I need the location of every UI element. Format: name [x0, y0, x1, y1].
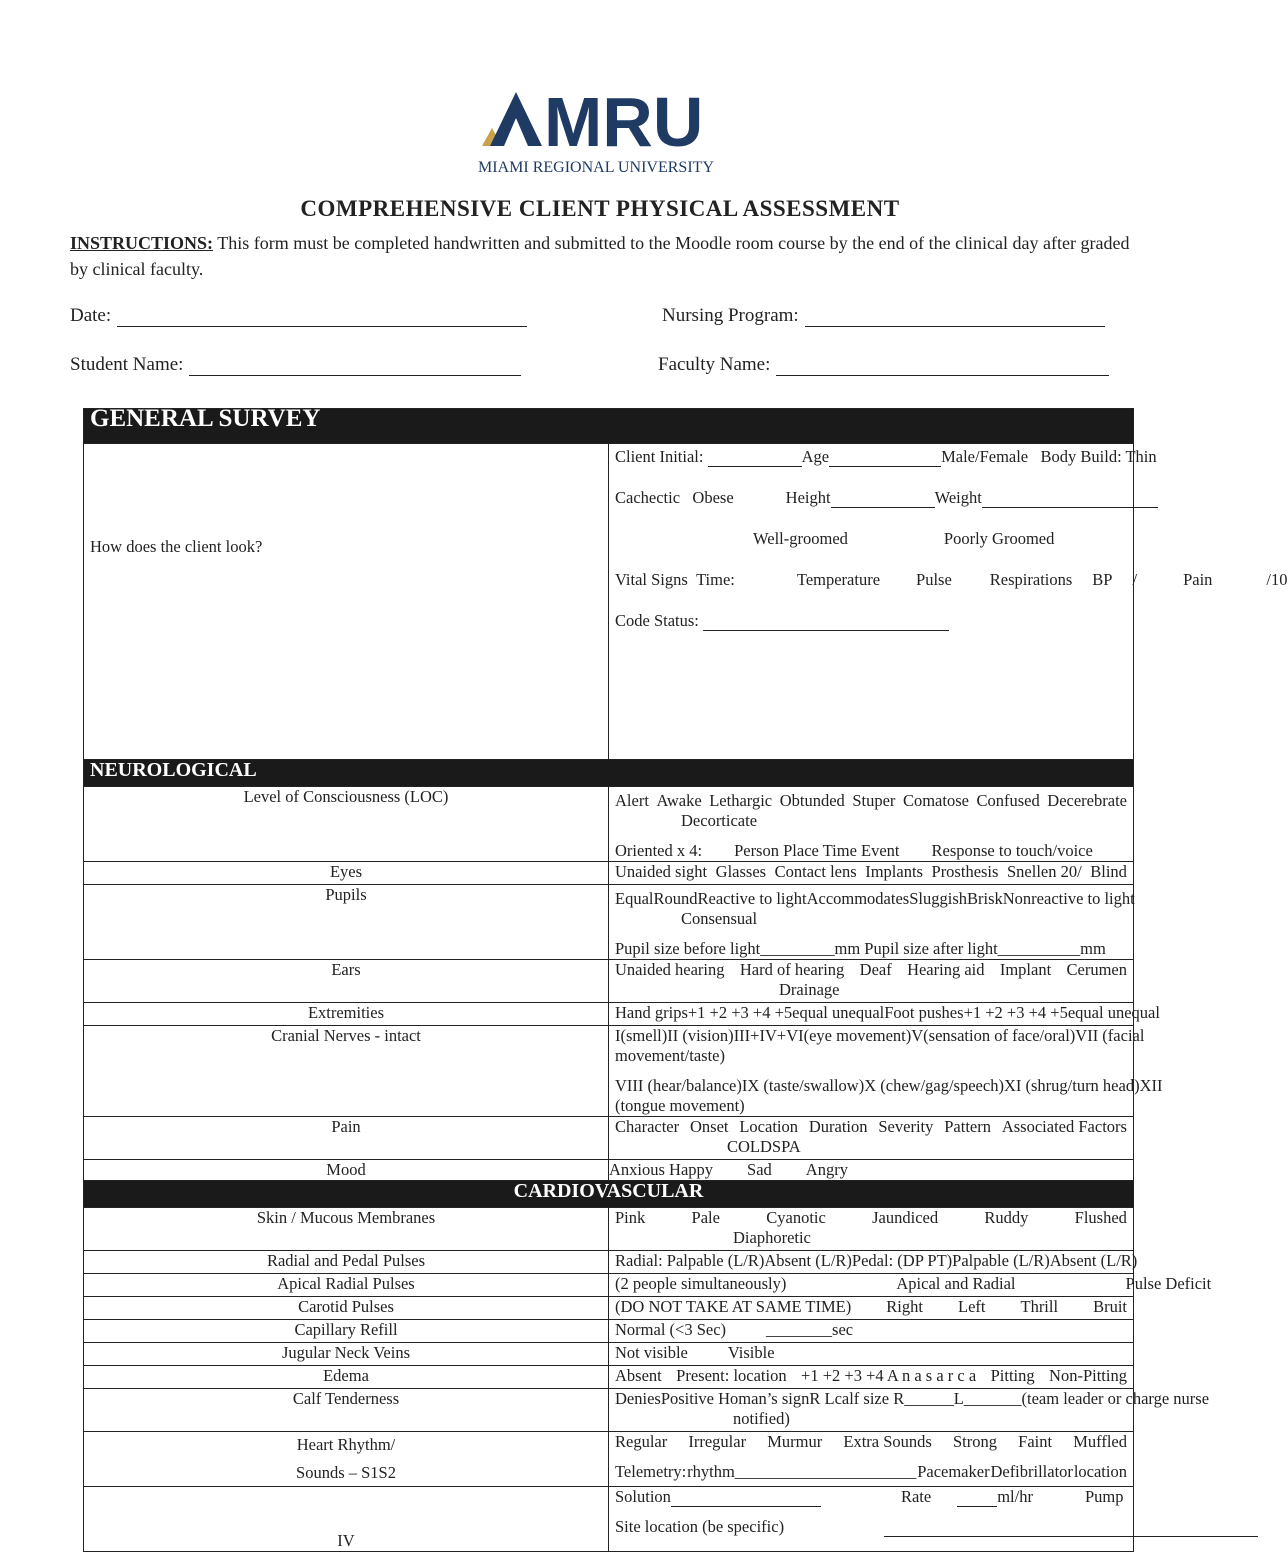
row-label-line: Sounds – S1S2 — [296, 1463, 396, 1482]
option-item[interactable]: Pacemaker — [917, 1462, 990, 1481]
option-line — [615, 1046, 1127, 1066]
option-item[interactable]: Implant — [999, 960, 1052, 979]
option-item[interactable]: +1 +2 +3 +4 +5 — [687, 1003, 793, 1022]
option-item[interactable]: Ruddy — [984, 1208, 1029, 1227]
option-line — [615, 1228, 1127, 1248]
cardio-row — [84, 1343, 1134, 1366]
cardio-row — [84, 1274, 1134, 1297]
option-item[interactable]: VIII (hear/balance) — [615, 1076, 742, 1095]
option-line — [615, 1320, 1127, 1340]
option-item[interactable]: VII (facial — [1075, 1026, 1145, 1045]
option-line — [615, 1117, 1127, 1137]
row-label: Eyes — [84, 862, 609, 885]
option-item[interactable]: Pedal: (DP PT) — [851, 1251, 953, 1270]
neuro-header: NEUROLOGICAL — [84, 760, 1134, 787]
option-item[interactable]: Strong — [952, 1432, 997, 1451]
option-item[interactable]: Normal (<3 Sec) — [615, 1320, 727, 1339]
cardio-row — [84, 1366, 1134, 1389]
option-item[interactable]: Defibrillator — [990, 1462, 1073, 1481]
option-line — [609, 1160, 1127, 1180]
row-label: IV — [84, 1487, 609, 1552]
option-item[interactable]: Equal — [615, 889, 654, 908]
option-item[interactable]: Decorticate — [681, 811, 758, 830]
row-label: Skin / Mucous Membranes — [84, 1208, 609, 1251]
option-item[interactable]: Cerumen — [1066, 960, 1127, 979]
option-item[interactable]: Lethargic — [709, 791, 773, 810]
iv-ml-hr: ml/hr — [997, 1487, 1033, 1506]
cardio-row — [84, 1432, 1134, 1487]
row-label: Calf Tenderness — [84, 1389, 609, 1432]
option-item[interactable]: Visible — [727, 1343, 775, 1362]
option-line — [615, 1274, 1212, 1294]
option-item[interactable]: Comatose — [902, 791, 969, 810]
option-item[interactable]: notified) — [733, 1409, 790, 1428]
option-item[interactable]: Severity — [878, 1117, 934, 1136]
mru-logo — [478, 83, 718, 178]
option-item[interactable]: Absent (L/R) — [764, 1251, 852, 1270]
option-item[interactable]: Location — [739, 1117, 798, 1136]
option-line — [615, 1389, 1210, 1409]
option-item[interactable]: Nonreactive to light — [1002, 889, 1135, 908]
option-line — [615, 1096, 1127, 1116]
option-item[interactable]: Absent (L/R) — [1049, 1251, 1138, 1270]
option-item[interactable]: Right — [886, 1297, 923, 1316]
option-line — [615, 1208, 1127, 1228]
instructions-text: This form must be completed handwritten and submitted to the Moodle room course by the end of the clinical day after graded by clinical faculty. — [70, 233, 1130, 279]
row-label: Capillary Refill — [84, 1320, 609, 1343]
option-item[interactable]: location — [1073, 1462, 1127, 1481]
assessment-table — [83, 405, 1288, 1552]
iv-site: Site location (be specific) — [615, 1517, 785, 1536]
cardio-row — [84, 1251, 1134, 1274]
option-item[interactable]: rhythm______________________ — [687, 1462, 917, 1481]
row-label: Jugular Neck Veins — [84, 1343, 609, 1366]
option-item[interactable]: Anxious Happy — [609, 1160, 714, 1179]
row-label-line: Heart Rhythm/ — [296, 1435, 396, 1454]
option-line — [615, 889, 1135, 909]
option-item[interactable]: Foot pushes — [884, 1003, 964, 1022]
cardio-row — [84, 1389, 1134, 1432]
option-item[interactable]: Hard of hearing — [739, 960, 845, 979]
option-item[interactable]: Apical and Radial — [896, 1274, 1016, 1293]
option-item[interactable]: +1 +2 +3 +4 A n a s a r c a — [801, 1366, 977, 1385]
option-line — [615, 1076, 1163, 1096]
option-item[interactable]: Hand grips — [615, 1003, 688, 1022]
option-item[interactable]: Not visible — [615, 1343, 688, 1362]
iv-solution: Solution — [615, 1487, 671, 1506]
option-item[interactable]: III+IV+VI(eye movement) — [733, 1026, 912, 1045]
option-item[interactable]: Duration — [808, 1117, 868, 1136]
option-item[interactable]: +1 +2 +3 +4 +5 — [963, 1003, 1068, 1022]
option-item[interactable]: Extra Sounds — [843, 1432, 932, 1451]
option-line — [615, 939, 1127, 959]
row-label: Ears — [84, 960, 609, 1003]
option-item[interactable]: Glasses — [715, 862, 767, 881]
gs-line-2: Cachectic Obese Height Weight — [615, 488, 1127, 529]
option-line — [615, 1003, 1160, 1023]
option-item[interactable]: V(sensation of face/oral) — [911, 1026, 1076, 1045]
logo-triangle-navy — [490, 92, 542, 146]
option-item[interactable]: Telemetry: — [615, 1462, 687, 1481]
page-title: COMPREHENSIVE CLIENT PHYSICAL ASSESSMENT — [300, 196, 900, 221]
row-label: Pain — [84, 1117, 609, 1160]
row-label: Radial and Pedal Pulses — [84, 1251, 609, 1274]
faculty-label: Faculty Name: — [658, 354, 771, 375]
row-label: Mood — [84, 1160, 609, 1181]
option-item[interactable]: Brisk — [967, 889, 1003, 908]
option-item[interactable]: Pale — [691, 1208, 720, 1227]
option-item[interactable]: R L — [809, 1389, 835, 1408]
option-item[interactable]: Onset — [689, 1117, 729, 1136]
option-line — [615, 862, 1127, 882]
student-label: Student Name: — [70, 354, 184, 375]
option-item[interactable]: Jaundiced — [872, 1208, 939, 1227]
option-line — [615, 980, 1127, 1000]
option-line — [615, 1409, 1127, 1429]
option-line — [615, 1026, 1145, 1046]
option-item[interactable]: Stuper — [852, 791, 896, 810]
option-item[interactable]: equal unequal — [1067, 1003, 1160, 1022]
program-label: Nursing Program: — [662, 305, 799, 326]
general-survey-header: GENERAL SURVEY — [84, 409, 1134, 444]
option-item[interactable]: Present: location — [676, 1366, 787, 1385]
iv-line-1 — [615, 1487, 1127, 1517]
option-item[interactable]: Palpable (L/R) — [952, 1251, 1050, 1270]
option-item[interactable]: Thrill — [1020, 1297, 1059, 1316]
option-item[interactable]: COLDSPA — [727, 1137, 801, 1156]
option-item[interactable]: (team leader or charge nurse — [1021, 1389, 1210, 1408]
gs-code-status: Code Status: — [615, 611, 1127, 649]
option-item[interactable]: Unaided sight — [615, 862, 708, 881]
option-line — [615, 1137, 1127, 1157]
option-item[interactable]: Consensual — [681, 909, 758, 928]
option-item[interactable]: Diaphoretic — [733, 1228, 811, 1247]
row-label: Carotid Pulses — [84, 1297, 609, 1320]
option-item[interactable]: Round — [653, 889, 698, 908]
option-item[interactable]: Pitting — [990, 1366, 1035, 1385]
neuro-row — [84, 1003, 1134, 1026]
option-item[interactable]: Flushed — [1074, 1208, 1127, 1227]
option-item[interactable]: Drainage — [779, 980, 840, 999]
option-item[interactable]: calf size R______L_______ — [834, 1389, 1022, 1408]
option-item[interactable]: Murmur — [767, 1432, 823, 1451]
row-label: Extremities — [84, 1003, 609, 1026]
option-item[interactable]: Non-Pitting — [1049, 1366, 1127, 1385]
option-item[interactable]: IX (taste/swallow) — [741, 1076, 865, 1095]
option-line — [615, 1366, 1127, 1386]
option-item[interactable]: Cyanotic — [766, 1208, 826, 1227]
logo-subtitle: MIAMI REGIONAL UNIVERSITY — [478, 159, 714, 176]
date-field[interactable] — [70, 305, 527, 327]
option-item[interactable]: (tongue movement) — [615, 1096, 745, 1115]
option-item[interactable]: Pupil size before light_________mm Pupil size after light__________mm — [615, 939, 1106, 958]
option-item[interactable]: II (vision) — [667, 1026, 734, 1045]
option-item[interactable]: movement/taste) — [615, 1046, 725, 1065]
option-line — [615, 791, 1127, 811]
neuro-row — [84, 1160, 1134, 1181]
option-item[interactable]: Angry — [805, 1160, 848, 1179]
date-label: Date: — [70, 305, 112, 326]
option-item[interactable]: (2 people simultaneously) — [615, 1274, 787, 1293]
option-item[interactable]: Blind — [1090, 862, 1127, 881]
option-item[interactable]: Denies — [615, 1389, 661, 1408]
option-line — [615, 1462, 1127, 1482]
option-line — [615, 1432, 1127, 1452]
logo-wordmark: MRU — [544, 83, 704, 161]
neuro-row — [84, 1026, 1134, 1117]
row-label: Cranial Nerves - intact — [84, 1026, 609, 1117]
gs-line-1: Client Initial: Age Male/Female Body Build: Thin — [615, 447, 1157, 466]
option-line — [615, 811, 1127, 831]
cardio-row — [84, 1208, 1134, 1251]
student-field[interactable] — [70, 354, 521, 376]
iv-pump: Pump — [1084, 1487, 1124, 1506]
instructions-label: INSTRUCTIONS: — [70, 233, 214, 253]
option-item[interactable]: Confused — [976, 791, 1040, 810]
option-item[interactable]: Person Place Time Event — [734, 841, 900, 860]
row-label: Level of Consciousness (LOC) — [84, 787, 609, 862]
option-item[interactable]: Character — [615, 1117, 680, 1136]
option-item[interactable]: Contact lens — [774, 862, 857, 881]
neuro-row — [84, 960, 1134, 1003]
option-line — [615, 1343, 1127, 1363]
option-item[interactable]: Alert — [615, 791, 649, 810]
option-item[interactable]: Implants — [865, 862, 923, 881]
option-line — [615, 841, 1127, 861]
option-item[interactable]: Positive Homan’s sign — [660, 1389, 810, 1408]
cardio-row — [84, 1297, 1134, 1320]
option-item[interactable]: equal unequal — [792, 1003, 885, 1022]
option-line — [615, 960, 1127, 980]
option-item[interactable]: Bruit — [1093, 1297, 1127, 1316]
option-item[interactable]: I(smell) — [615, 1026, 668, 1045]
option-item[interactable]: Decerebrate — [1047, 791, 1127, 810]
iv-line-2 — [615, 1517, 1127, 1537]
option-item[interactable]: Regular — [615, 1432, 668, 1451]
row-label — [84, 1432, 609, 1487]
option-item[interactable]: Hearing aid — [907, 960, 985, 979]
neuro-row — [84, 1117, 1134, 1160]
row-label: Edema — [84, 1366, 609, 1389]
faculty-field[interactable] — [658, 354, 1109, 376]
option-item[interactable]: Sad — [747, 1160, 772, 1179]
general-survey-row — [84, 444, 1134, 760]
option-item[interactable]: Pattern — [944, 1117, 991, 1136]
row-label: Pupils — [84, 885, 609, 960]
option-line — [615, 909, 1127, 929]
option-item[interactable]: Accommodates — [806, 889, 910, 908]
option-item[interactable]: Pink — [615, 1208, 646, 1227]
neuro-row — [84, 787, 1134, 862]
general-label: How does the client look? — [84, 444, 609, 760]
option-item[interactable]: Obtunded — [779, 791, 845, 810]
option-line — [615, 1297, 1127, 1317]
cardio-header: CARDIOVASCULAR — [84, 1181, 1134, 1208]
option-item[interactable]: Snellen 20/ — [1007, 862, 1082, 881]
option-item[interactable]: (DO NOT TAKE AT SAME TIME) — [615, 1297, 852, 1316]
program-field[interactable] — [662, 305, 1105, 327]
option-item[interactable]: Left — [957, 1297, 986, 1316]
option-item[interactable]: Oriented x 4: — [615, 841, 703, 860]
option-item[interactable]: XI (shrug/turn head) — [1003, 1076, 1140, 1095]
option-item[interactable]: X (chew/gag/speech) — [864, 1076, 1004, 1095]
gs-vitals-line: Vital Signs Time: Temperature Pulse Respirations BP / Pain /10 — [615, 570, 1288, 589]
option-item[interactable]: Awake — [656, 791, 702, 810]
option-item[interactable]: XII — [1139, 1076, 1163, 1095]
option-item[interactable]: Prosthesis — [931, 862, 999, 881]
option-item[interactable]: Unaided hearing — [615, 960, 725, 979]
cardio-rows — [84, 1208, 1212, 1552]
option-item[interactable]: Associated Factors — [1001, 1117, 1127, 1136]
option-item[interactable]: ________sec — [766, 1320, 854, 1339]
iv-rate: Rate — [900, 1487, 932, 1506]
gs-line-3: Well-groomed Poorly Groomed — [753, 529, 1055, 548]
cardio-row — [84, 1320, 1134, 1343]
option-item[interactable]: Response to touch/voice — [931, 841, 1093, 860]
option-item[interactable]: Sluggish — [909, 889, 967, 908]
option-item[interactable]: Absent — [615, 1366, 662, 1385]
neuro-row — [84, 885, 1134, 960]
option-item[interactable]: Faint — [1018, 1432, 1053, 1451]
instructions — [70, 230, 1130, 282]
option-item[interactable]: Radial: Palpable (L/R) — [615, 1251, 765, 1270]
option-item[interactable]: Deaf — [859, 960, 892, 979]
option-item[interactable]: Muffled — [1073, 1432, 1127, 1451]
option-item[interactable]: Reactive to light — [697, 889, 807, 908]
neuro-rows — [84, 787, 1163, 1181]
row-label: Apical Radial Pulses — [84, 1274, 609, 1297]
option-item[interactable]: Irregular — [688, 1432, 747, 1451]
option-item[interactable]: Pulse Deficit — [1125, 1274, 1212, 1293]
neuro-row — [84, 862, 1134, 885]
option-line — [615, 1251, 1138, 1271]
cardio-row — [84, 1487, 1134, 1552]
